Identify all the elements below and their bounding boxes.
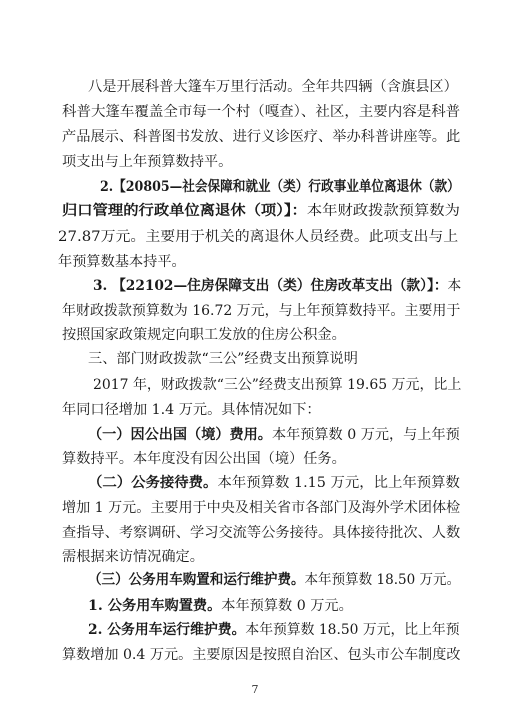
bold-text-segment: 归口管理的行政单位离退休（项）】： bbox=[62, 203, 307, 219]
text-segment: 需根据来访情况确定。 bbox=[62, 549, 204, 565]
text-segment: 本年预算数 1.15 万元，比上年预算数 bbox=[217, 475, 460, 491]
text-segment: 八是开展科普大篷车万里行活动。全年共四辆（含旗县区） bbox=[88, 79, 458, 95]
text-line bbox=[88, 349, 358, 369]
text-segment: 本年预算数 0 万元，与上年预 bbox=[271, 427, 460, 443]
text-line bbox=[62, 547, 204, 567]
text-segment: 2017 年，财政拨款“三公”经费支出预算 19.65 万元，比上 bbox=[93, 377, 462, 393]
text-line bbox=[62, 645, 460, 665]
page-number: 7 bbox=[251, 683, 259, 696]
text-line bbox=[88, 77, 458, 97]
text-line bbox=[62, 127, 460, 147]
text-line bbox=[88, 425, 460, 445]
bold-text-segment: 2.【20805—社会保障和就业（类）行政事业单位离退休（款） bbox=[100, 179, 460, 195]
text-segment: 算数持平。本年度没有因公出国（境）任务。 bbox=[62, 451, 346, 467]
text-line bbox=[88, 570, 460, 590]
bold-text-segment: （三）公务用车购置和运行维护费。 bbox=[88, 572, 305, 588]
text-line bbox=[62, 152, 232, 172]
text-segment: 增加 1 万元。主要用于中央及相关省市各部门及海外学术团体检 bbox=[62, 500, 461, 516]
text-line bbox=[62, 201, 460, 221]
text-segment: 本年财政拨款预算数为 bbox=[306, 203, 460, 219]
text-segment: 年同口径增加 1.4 万元。具体情况如下： bbox=[62, 402, 321, 418]
text-segment: 本年预算数 18.50 万元，比上年预 bbox=[245, 622, 460, 638]
text-segment: 本 bbox=[447, 278, 462, 294]
text-line bbox=[62, 523, 460, 543]
bold-text-segment: （一）因公出国（境）费用。 bbox=[88, 427, 272, 443]
bold-text-segment: 1. 公务用车购置费。 bbox=[88, 598, 222, 614]
text-line bbox=[88, 473, 460, 493]
text-segment: 本年预算数 18.50 万元。 bbox=[304, 572, 461, 588]
text-line bbox=[62, 400, 321, 420]
text-segment: 年财政拨款预算数为 16.72 万元，与上年预算数持平。主要用于 bbox=[62, 303, 461, 319]
text-segment: 产品展示、科普图书发放、进行义诊医疗、举办科普讲座等。此 bbox=[62, 129, 461, 145]
text-line bbox=[62, 449, 346, 469]
text-line bbox=[58, 252, 186, 272]
text-line bbox=[100, 177, 460, 197]
text-segment: 年预算数基本持平。 bbox=[58, 254, 186, 270]
text-segment: 三、部门财政拨款“三公”经费支出预算说明 bbox=[88, 351, 358, 367]
text-segment: 按照国家政策规定向职工发放的住房公积金。 bbox=[62, 327, 346, 343]
text-line bbox=[93, 276, 461, 296]
text-segment: 27.87万元。主要用于机关的离退休人员经费。此项支出与上 bbox=[58, 229, 459, 245]
text-line bbox=[62, 301, 460, 321]
text-line bbox=[58, 227, 458, 247]
text-line bbox=[62, 325, 346, 345]
text-line bbox=[62, 102, 460, 122]
text-segment: 算数增加 0.4 万元。主要原因是按照自治区、包头市公车制度改 bbox=[62, 647, 461, 663]
text-line bbox=[62, 498, 460, 518]
bold-text-segment: 3. 【22102—住房保障支出（类）住房改革支出（款）】： bbox=[93, 278, 448, 294]
text-line bbox=[88, 620, 460, 640]
text-segment: 本年预算数 0 万元。 bbox=[221, 598, 353, 614]
text-line bbox=[93, 375, 461, 395]
text-segment: 项支出与上年预算数持平。 bbox=[62, 154, 233, 170]
text-segment: 查指导、考察调研、学习交流等公务接待。具体接待批次、人数 bbox=[62, 525, 461, 541]
bold-text-segment: 2. 公务用车运行维护费。 bbox=[88, 622, 246, 638]
text-line bbox=[88, 596, 353, 616]
text-segment: 科普大篷车覆盖全市每一个村（嘎查）、社区，主要内容是科普 bbox=[62, 104, 461, 120]
bold-text-segment: （二）公务接待费。 bbox=[88, 475, 218, 491]
